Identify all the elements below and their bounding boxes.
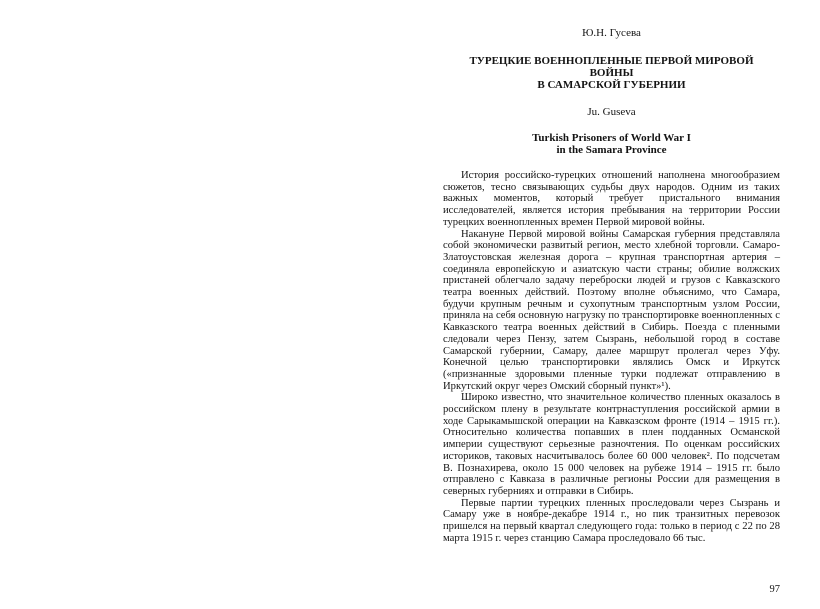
title-ru xyxy=(443,56,780,91)
author-name-en: Ju. Guseva xyxy=(587,106,636,119)
paragraph-first-transports: Первые партии турецких пленных проследовали через Сызрань и Самару уже в ноябре-декабре 1914 г., но пик транзитных перевозок пришелся на первый квартал следующего года: только в период с 22 по 28 марта 1915 г. через станцию Самара проследовало 66 тыс. xyxy=(443,497,780,544)
title-ru-line-1: ТУРЕЦКИЕ ВОЕННОПЛЕННЫЕ ПЕРВОЙ МИРОВОЙ xyxy=(469,55,754,67)
paragraph-intro: История российско-турецких отношений наполнена многообразием сюжетов, тесно связывающих судьбы двух народов. Одним из таких важных моментов, который требует пристального внимания исследователей, является история пребывания на территории России турецких военнопленных времен Первой мировой войны. xyxy=(443,169,780,228)
title-en-line-2: in the Samara Province xyxy=(556,144,667,157)
page-number: 97 xyxy=(769,584,780,595)
title-ru-line-3: В САМАРСКОЙ ГУБЕРНИИ xyxy=(537,78,686,91)
author-name-ru: Ю.Н. Гусева xyxy=(582,27,641,39)
paragraph-prisoner-numbers: Широко известно, что значительное количество пленных оказалось в российском плену в результате контрнаступления российской армии в ходе Сарыкамышской операции на Кавказском фронте (1914 – 1915 гг.). Относительно количества попавших в плен подданных Османской империи существуют серьезные разночтения. По оценкам российских историков, таковых насчитывалось более 60 000 человек². По подсчетам В. Познахирева, около 15 000 человек на рубеже 1914 – 1915 гг. было отправлено с Кавказа в различные регионы России для размещения в северных губерниях и отправки в Сибирь. xyxy=(443,392,780,497)
article-body xyxy=(443,170,780,545)
text-column xyxy=(443,27,780,544)
title-en xyxy=(443,133,780,157)
title-ru-line-2: ВОЙНЫ xyxy=(589,66,634,79)
title-en-line-1: Turkish Prisoners of World War I xyxy=(532,132,691,145)
paragraph-samara-region: Накануне Первой мировой войны Самарская губерния представляла собой экономически развитый регион, место хлебной торговли. Самаро-Златоустовская железная дорога – крупная транспортная артерия – соединяла европейскую и азиатскую части страны; обилие волжских пристаней облегчало задачу переброски людей и грузов с Кавказского театра военных действий. Поэтому вполне объяснимо, что Самара, будучи крупным речным и сухопутным транспортным узлом России, приняла на себя основную нагрузку по транспортировке военнопленных с Кавказского театра военных действий в Сибирь. Поезда с пленными следовали через Пензу, затем Сызрань, небольшой город в составе Самарской губернии, Самару, далее маршрут пролегал через Уфу. Конечной целью транспортировки являлись Омск и Иркутск («признанные здоровыми пленные турки подлежат отправлению в Иркутский округ через Омский сборный пункт»¹). xyxy=(443,228,780,392)
